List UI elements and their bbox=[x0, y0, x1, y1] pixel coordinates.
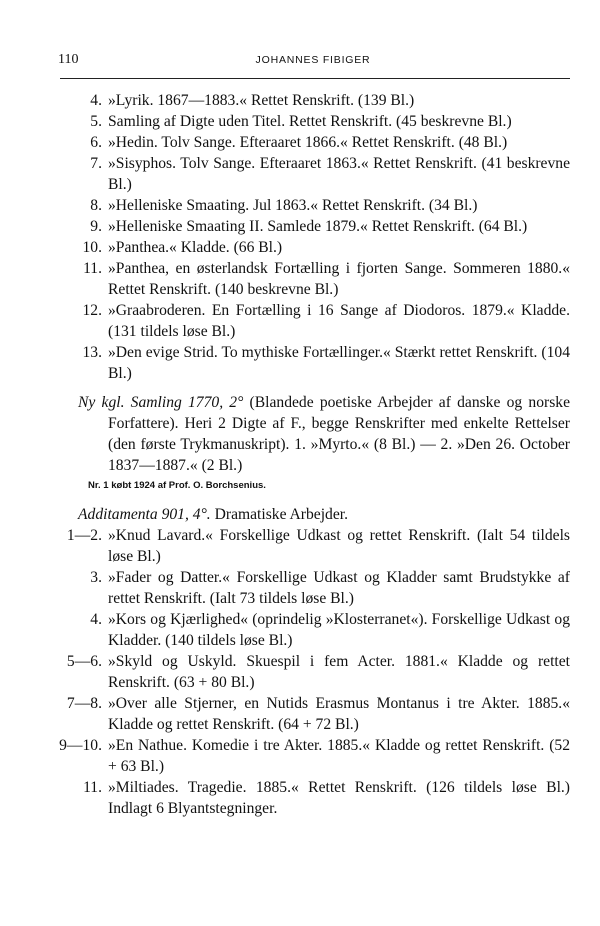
item-number: 9—10. bbox=[59, 737, 102, 754]
item-text: »Hedin. Tolv Sange. Efteraaret 1866.« Rettet Renskrift. (48 Bl.) bbox=[108, 134, 508, 151]
additamenta-heading bbox=[0, 504, 600, 525]
item-text: »Fader og Datter.« Forskellige Udkast og Kladder samt Brudstykke af rettet Renskrift. (Ialt 73 tildels løse Bl.) bbox=[108, 569, 570, 607]
running-title: JOHANNES FIBIGER bbox=[255, 54, 371, 66]
item-number: 12. bbox=[82, 302, 102, 319]
item-number: 1—2. bbox=[66, 527, 102, 544]
item-number: 10. bbox=[82, 239, 102, 256]
page-number: 110 bbox=[58, 52, 79, 67]
list-item bbox=[0, 735, 600, 777]
item-number: 4. bbox=[90, 611, 102, 628]
page-body bbox=[0, 90, 600, 819]
item-number: 9. bbox=[90, 218, 102, 235]
list-item bbox=[0, 90, 600, 111]
item-text: »Knud Lavard.« Forskellige Udkast og rettet Renskrift. (Ialt 54 tildels løse Bl.) bbox=[108, 527, 570, 565]
ny-kgl-title: Ny kgl. Samling 1770, 2° bbox=[78, 394, 244, 411]
list-item bbox=[0, 300, 600, 342]
acquisition-note: Nr. 1 købt 1924 af Prof. O. Borchsenius. bbox=[88, 480, 266, 491]
item-text: »Lyrik. 1867—1883.« Rettet Renskrift. (139 Bl.) bbox=[108, 92, 415, 109]
manuscript-list-1 bbox=[0, 90, 600, 384]
list-item bbox=[0, 651, 600, 693]
item-number: 13. bbox=[82, 344, 102, 361]
item-text: »Kors og Kjærlighed« (oprindelig »Klosterranet«). Forskellige Udkast og Kladder. (140 tildels løse Bl.) bbox=[108, 611, 570, 649]
list-item bbox=[0, 777, 600, 819]
item-text: »Den evige Strid. To mythiske Fortællinger.« Stærkt rettet Renskrift. (104 Bl.) bbox=[108, 344, 570, 382]
ny-kgl-text: (Blandede poetiske Arbejder af danske og norske Forfattere). Heri 2 Digte af F., begge Renskrifter med enkelte Rettelser (den første Trykmanuskript). 1. »Myrto.« (8 Bl.) — 2. »Den 26. October 1837—1887.« (2 Bl.) bbox=[108, 394, 570, 474]
list-item bbox=[0, 525, 600, 567]
item-number: 11. bbox=[83, 779, 102, 796]
item-number: 3. bbox=[90, 569, 102, 586]
item-number: 5—6. bbox=[66, 653, 102, 670]
page-header bbox=[58, 52, 568, 74]
additamenta-text: Dramatiske Arbejder. bbox=[210, 506, 348, 523]
item-number: 4. bbox=[90, 92, 102, 109]
item-text: »Sisyphos. Tolv Sange. Efteraaret 1863.« Rettet Renskrift. (41 beskrevne Bl.) bbox=[108, 155, 570, 193]
item-number: 5. bbox=[90, 113, 102, 130]
item-text: »Panthea.« Kladde. (66 Bl.) bbox=[108, 239, 283, 256]
list-item bbox=[0, 567, 600, 609]
list-item bbox=[0, 216, 600, 237]
list-item bbox=[0, 258, 600, 300]
list-item bbox=[0, 342, 600, 384]
list-item bbox=[0, 132, 600, 153]
list-item bbox=[0, 237, 600, 258]
item-text: »Graabroderen. En Fortælling i 16 Sange af Diodoros. 1879.« Kladde. (131 tildels løse Bl.) bbox=[108, 302, 570, 340]
list-item bbox=[0, 609, 600, 651]
additamenta-title: Additamenta 901, 4°. bbox=[78, 506, 211, 523]
item-text: »Helleniske Smaating. Jul 1863.« Rettet Renskrift. (34 Bl.) bbox=[108, 197, 478, 214]
item-text: Samling af Digte uden Titel. Rettet Renskrift. (45 beskrevne Bl.) bbox=[108, 113, 512, 130]
list-item bbox=[0, 153, 600, 195]
list-item bbox=[0, 111, 600, 132]
item-text: »Helleniske Smaating II. Samlede 1879.« Rettet Renskrift. (64 Bl.) bbox=[108, 218, 528, 235]
item-text: »Panthea, en østerlandsk Fortælling i fjorten Sange. Sommeren 1880.« Rettet Renskrift. (140 beskrevne Bl.) bbox=[108, 260, 570, 298]
header-rule bbox=[60, 78, 570, 79]
ny-kgl-paragraph bbox=[0, 392, 600, 476]
list-item bbox=[0, 693, 600, 735]
item-number: 6. bbox=[90, 134, 102, 151]
manuscript-list-2 bbox=[0, 525, 600, 819]
item-text: »Skyld og Uskyld. Skuespil i fem Acter. 1881.« Kladde og rettet Renskrift. (63 + 80 Bl.) bbox=[108, 653, 570, 691]
item-number: 8. bbox=[90, 197, 102, 214]
item-number: 11. bbox=[83, 260, 102, 277]
item-number: 7—8. bbox=[66, 695, 102, 712]
list-item bbox=[0, 195, 600, 216]
item-number: 7. bbox=[90, 155, 102, 172]
item-text: »Over alle Stjerner, en Nutids Erasmus Montanus i tre Akter. 1885.« Kladde og rettet Renskrift. (64 + 72 Bl.) bbox=[108, 695, 570, 733]
item-text: »En Nathue. Komedie i tre Akter. 1885.« Kladde og rettet Renskrift. (52 + 63 Bl.) bbox=[108, 737, 570, 775]
item-text: »Miltiades. Tragedie. 1885.« Rettet Renskrift. (126 tildels løse Bl.) Indlagt 6 Blyantstegninger. bbox=[108, 779, 570, 817]
